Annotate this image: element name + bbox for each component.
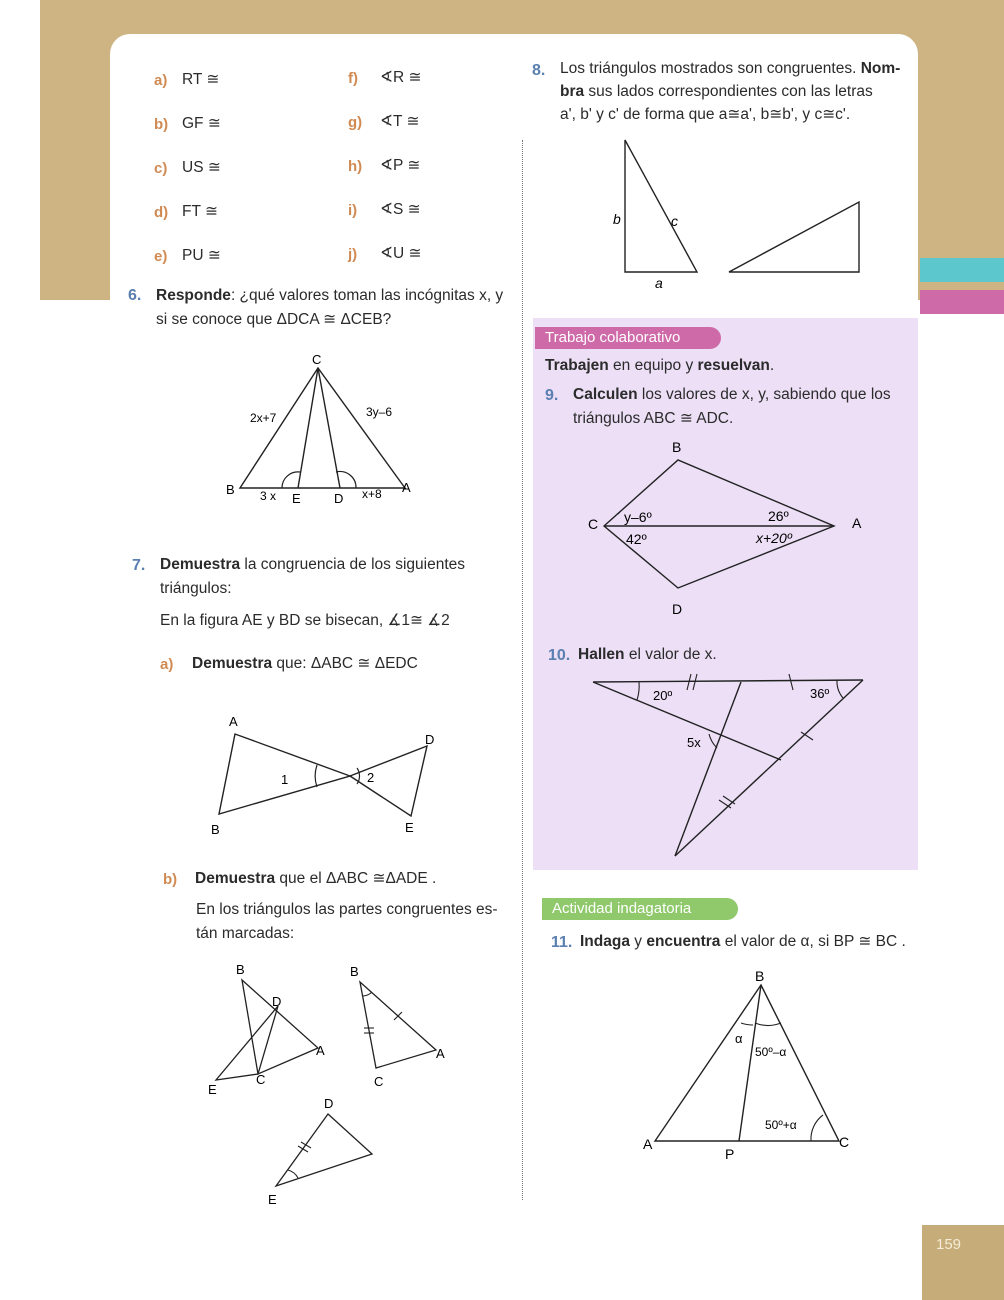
q10-figure <box>585 668 875 868</box>
q7a-label-D: D <box>425 732 435 747</box>
q9-number: 9. <box>545 387 559 404</box>
q7b-label-A2: A <box>436 1046 445 1061</box>
q11-statement: el valor de α, si BP ≅ BC . <box>720 933 906 950</box>
q11-text <box>580 930 906 954</box>
q11-angle-50-minus: 50º–α <box>755 1045 787 1059</box>
q7-line2: triángulos: <box>160 580 232 597</box>
q6-label-E: E <box>292 491 301 506</box>
q8-line2: sus lados correspondientes con las letras <box>584 83 873 100</box>
q6-line2: si se conoce que ΔDCA ≅ ΔCEB? <box>156 311 392 328</box>
item-text: ∢P ≅ <box>380 157 421 174</box>
q11-verb2: encuentra <box>646 933 721 950</box>
q7b-note-line1: En los triángulos las partes congruentes es- <box>196 901 498 918</box>
column-divider <box>522 140 523 1200</box>
item-text: ∢T ≅ <box>380 113 420 130</box>
q7b-label-B1: B <box>236 962 245 977</box>
item-label: b) <box>154 116 169 133</box>
q11-label-C: C <box>839 1134 850 1150</box>
q6-line1: : ¿qué valores toman las incógnitas x, y <box>230 287 504 304</box>
q7-verb: Demuestra <box>160 556 241 573</box>
q8-verb2: bra <box>560 83 585 100</box>
item-text: GF ≅ <box>182 115 221 132</box>
q10-number: 10. <box>548 647 571 664</box>
q7a-angle-1: 1 <box>281 772 289 787</box>
q11-number: 11. <box>551 934 573 951</box>
q7b-label-C1: C <box>256 1072 266 1087</box>
q9-angle-26: 26º <box>768 508 789 524</box>
q11-mid: y <box>629 933 647 950</box>
q7a-text <box>192 652 418 676</box>
q8-side-b: b <box>613 211 621 227</box>
q9-text <box>573 383 908 431</box>
q8-number: 8. <box>532 62 546 79</box>
collab-verb2: resuelvan <box>697 357 770 374</box>
q7a-label-B: B <box>211 822 220 837</box>
q10-text <box>578 643 717 667</box>
q10-verb: Hallen <box>578 646 625 663</box>
item-label: a) <box>154 72 168 89</box>
collab-tag: Trabajo colaborativo <box>535 327 721 349</box>
collab-mid: en equipo y <box>608 357 698 374</box>
q7-number: 7. <box>132 557 146 574</box>
q9-label-D: D <box>672 601 683 617</box>
item-label: h) <box>348 158 363 175</box>
item-text: FT ≅ <box>182 203 218 220</box>
q9-label-B: B <box>672 439 682 455</box>
q8-side-c: c <box>671 213 678 229</box>
q10-angle-5x: 5x <box>687 735 701 750</box>
q7a-label: a) <box>160 656 174 673</box>
q8-text <box>560 57 912 126</box>
q7a-verb: Demuestra <box>192 655 273 672</box>
q9-label-C: C <box>588 516 599 532</box>
side-tab-pink <box>920 290 1004 314</box>
q10-angle-20: 20º <box>653 688 673 703</box>
collab-verb1: Trabajen <box>545 357 609 374</box>
side-tab-teal <box>920 258 1004 282</box>
q7b-label-D1: D <box>272 994 282 1009</box>
item-text: ∢S ≅ <box>380 201 421 218</box>
q7b-label-D3: D <box>324 1096 334 1111</box>
q8-line3: a', b' y c' de forma que a≅a', b≅b', y c≅c'. <box>560 106 851 123</box>
q9-verb: Calculen <box>573 386 638 403</box>
q7b-label-A1: A <box>316 1043 325 1058</box>
collab-instruction <box>545 354 774 378</box>
q11-verb1: Indaga <box>580 933 630 950</box>
q7b-label-E1: E <box>208 1082 217 1097</box>
q6-label-D: D <box>334 491 344 506</box>
q7b-note-line2: tán marcadas: <box>196 925 295 942</box>
q6-side-left: 2x+7 <box>250 411 277 425</box>
q11-label-A: A <box>643 1136 653 1152</box>
item-label: c) <box>154 160 168 177</box>
q7-line1: la congruencia de los siguientes <box>240 556 466 573</box>
activity-tag: Actividad indagatoria <box>542 898 738 920</box>
q7b-verb: Demuestra <box>195 870 276 887</box>
q8-line1a: Los triángulos mostrados son congruentes. <box>560 60 861 77</box>
q7b-statement: que el ΔABC ≅ΔADE . <box>275 870 437 887</box>
q7-bisect-text: En la figura AE y BD se bisecan, ∡1≅ ∡2 <box>160 612 450 629</box>
q6-seg-da: x+8 <box>362 487 382 501</box>
item-text: PU ≅ <box>182 247 221 264</box>
q7b-label-C2: C <box>374 1074 384 1089</box>
q11-label-P: P <box>725 1146 735 1162</box>
q11-angle-alpha: α <box>735 1031 743 1046</box>
q6-label-B: B <box>226 482 235 497</box>
q6-number: 6. <box>128 287 142 304</box>
q6-seg-be: 3 x <box>260 489 277 503</box>
q10-statement: el valor de x. <box>624 646 717 663</box>
q11-figure <box>635 965 865 1165</box>
q7b-note <box>196 898 514 946</box>
page-number: 159 <box>936 1236 962 1253</box>
q8-side-a: a <box>655 275 663 291</box>
q7a-figure <box>205 710 445 840</box>
q7a-label-E: E <box>405 820 414 835</box>
q6-verb: Responde <box>156 287 231 304</box>
q7b-label: b) <box>163 871 178 888</box>
q9-angle-y: y–6º <box>624 509 652 525</box>
q7b-text <box>195 867 436 891</box>
q9-line2: triángulos ABC ≅ ADC. <box>573 410 734 427</box>
item-label: i) <box>348 202 358 219</box>
q6-figure <box>220 348 420 508</box>
q6-text <box>156 284 516 332</box>
q6-label-A: A <box>402 480 411 495</box>
q7b-label-E3: E <box>268 1192 277 1207</box>
item-label: e) <box>154 248 168 265</box>
q11-angle-50-plus: 50º+α <box>765 1118 797 1132</box>
item-text: ∢U ≅ <box>380 245 422 262</box>
item-label: d) <box>154 204 169 221</box>
q11-label-B: B <box>755 968 765 984</box>
q10-angle-36: 36º <box>810 686 830 701</box>
item-label: g) <box>348 114 363 131</box>
q9-line1: los valores de x, y, sabiendo que los <box>637 386 891 403</box>
q7-text <box>160 553 512 601</box>
q8-figure <box>605 134 875 294</box>
item-text: US ≅ <box>182 159 221 176</box>
q7b-label-B2: B <box>350 964 359 979</box>
q7a-statement: que: ΔABC ≅ ΔEDC <box>272 655 418 672</box>
q9-label-A: A <box>852 515 862 531</box>
q9-angle-42: 42º <box>626 531 647 547</box>
item-label: j) <box>348 246 358 263</box>
q6-side-right: 3y–6 <box>366 405 393 419</box>
q7a-angle-2: 2 <box>367 770 375 785</box>
item-label: f) <box>348 70 358 87</box>
q9-figure <box>580 432 880 622</box>
q6-label-C: C <box>312 352 322 367</box>
q8-verb1: Nom- <box>860 60 901 77</box>
item-text: RT ≅ <box>182 71 220 88</box>
collab-end: . <box>769 357 775 374</box>
q7b-figures <box>200 958 470 1208</box>
q9-angle-x: x+20º <box>756 530 792 546</box>
item-text: ∢R ≅ <box>380 69 422 86</box>
q7a-label-A: A <box>229 714 238 729</box>
